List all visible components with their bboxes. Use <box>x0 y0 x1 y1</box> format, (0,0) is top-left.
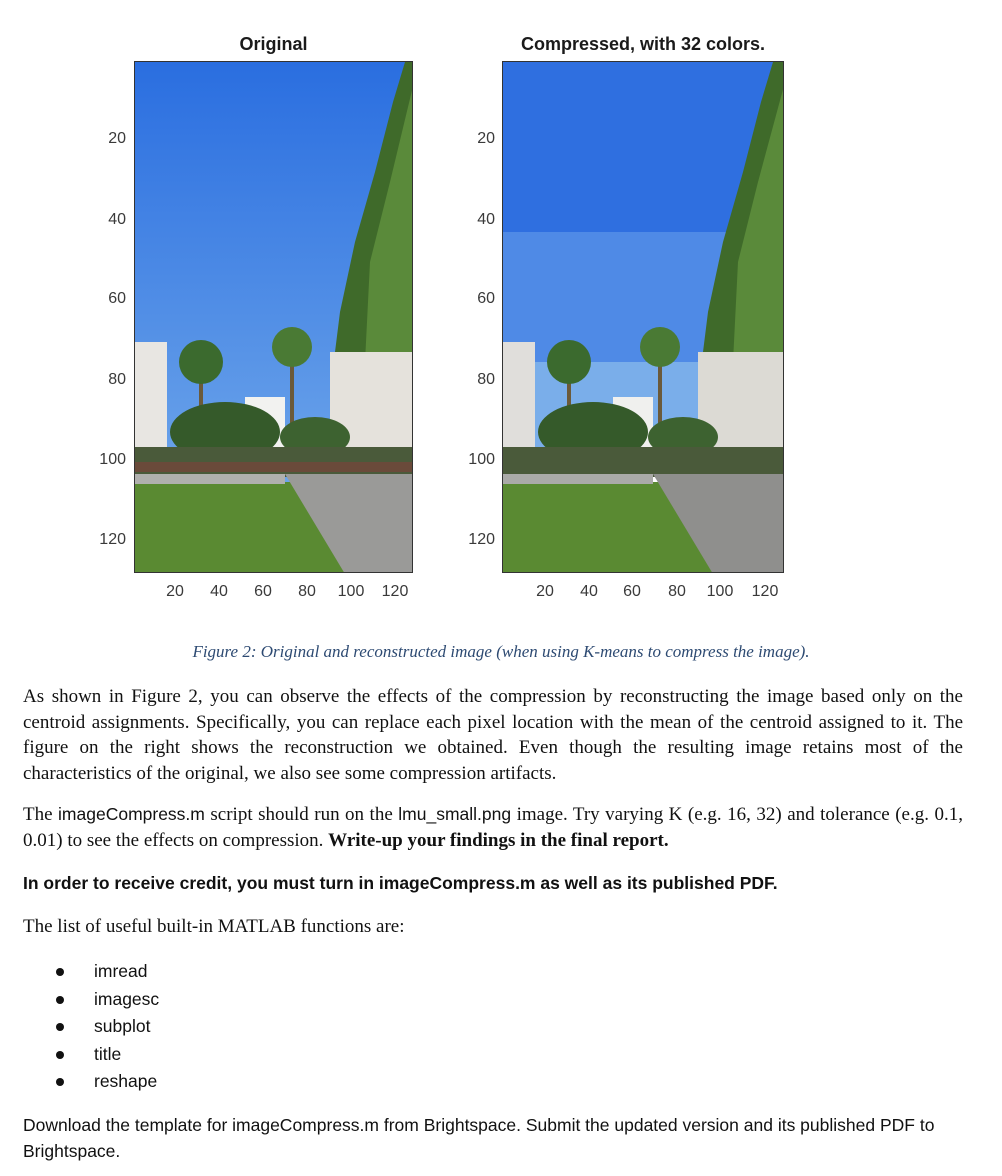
download-instructions: Download the template for imageCompress.m from Brightspace. Submit the updated version and its published PDF to Brightspace. <box>23 1115 935 1161</box>
right-xtick: 120 <box>751 583 779 600</box>
p2-text-a: The <box>23 804 59 825</box>
right-ytick: 20 <box>477 130 495 147</box>
right-xtick: 60 <box>623 583 641 600</box>
left-xtick: 100 <box>337 583 365 600</box>
image-file-name: lmu_small.png <box>398 804 512 824</box>
right-ytick: 80 <box>477 371 495 388</box>
paragraph-compression-explanation: As shown in Figure 2, you can observe the effects of the compression by reconstructing the image based only on the centroid assignments. Specifically, you can replace each pixel location with the mean of the centroid assigned to it. The figure on the right shows the reconstruction we obtained. Even though the resulting image retains most of the characteristics of the original, we also see some compression artifacts. <box>23 686 963 784</box>
left-ytick: 100 <box>99 451 126 468</box>
right-ytick: 100 <box>468 451 495 468</box>
compressed-image <box>502 61 784 573</box>
right-xtick: 80 <box>668 583 686 600</box>
left-xtick: 80 <box>298 583 316 600</box>
left-xtick: 40 <box>210 583 228 600</box>
left-xtick: 120 <box>381 583 409 600</box>
left-ytick: 40 <box>108 211 126 228</box>
list-item: subplot <box>56 1013 159 1041</box>
right-ytick: 60 <box>477 290 495 307</box>
left-xtick: 60 <box>254 583 272 600</box>
original-image <box>134 61 413 573</box>
left-ytick: 20 <box>108 130 126 147</box>
original-plot-title: Original <box>239 34 308 54</box>
credit-requirement: In order to receive credit, you must turn in imageCompress.m as well as its published PDF. <box>23 873 778 893</box>
list-item: reshape <box>56 1068 159 1096</box>
p2-text-c: image. Try varying K (e.g. 16, 32) and tolerance (e.g. 0.1, 0.01) to see the effects on compression. <box>23 804 963 851</box>
left-ytick: 120 <box>99 531 126 548</box>
p2-text-b: script should run on the <box>204 804 399 825</box>
right-ytick: 120 <box>468 531 495 548</box>
list-item: title <box>56 1041 159 1069</box>
figure-caption: Figure 2: Original and reconstructed image (when using K-means to compress the image). <box>192 642 810 661</box>
list-item: imagesc <box>56 986 159 1014</box>
right-xtick: 20 <box>536 583 554 600</box>
right-ytick: 40 <box>477 211 495 228</box>
bullet-icon <box>56 996 64 1004</box>
findings-instruction: Write-up your findings in the final report. <box>328 829 669 851</box>
functions-intro: The list of useful built-in MATLAB functions are: <box>23 916 405 937</box>
left-ytick: 80 <box>108 371 126 388</box>
compressed-plot-title: Compressed, with 32 colors. <box>520 34 766 54</box>
bullet-icon <box>56 1023 64 1031</box>
paragraph-script-instructions <box>23 802 963 853</box>
right-xtick: 100 <box>706 583 734 600</box>
bullet-icon <box>56 1078 64 1086</box>
left-ytick: 60 <box>108 290 126 307</box>
matlab-functions-list <box>56 958 159 1096</box>
list-item: imread <box>56 958 159 986</box>
bullet-icon <box>56 1051 64 1059</box>
bullet-icon <box>56 968 64 976</box>
script-name: imageCompress.m <box>58 804 205 824</box>
left-xtick: 20 <box>166 583 184 600</box>
right-xtick: 40 <box>580 583 598 600</box>
